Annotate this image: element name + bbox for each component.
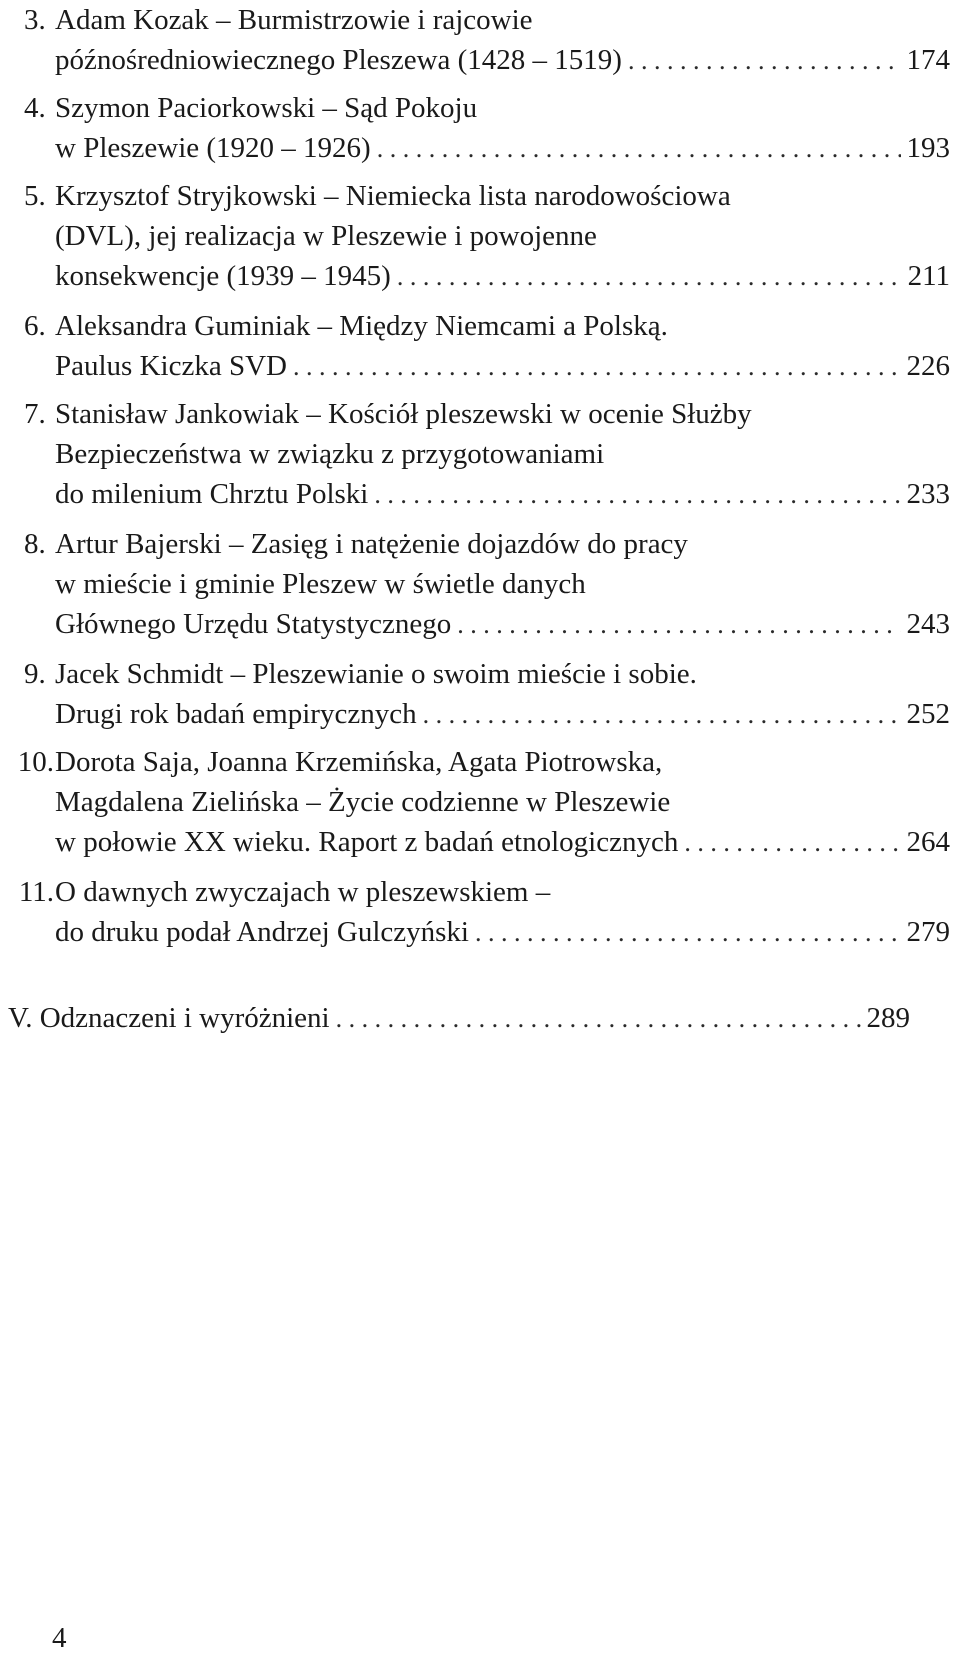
toc-entry[interactable] — [0, 394, 960, 514]
entry-number: 10. — [17, 746, 54, 778]
entry-page-number: 193 — [906, 132, 950, 164]
dot-leader — [628, 40, 901, 81]
page-number: 4 — [52, 1622, 67, 1654]
toc-entry[interactable] — [0, 872, 960, 952]
entry-number: 11. — [18, 876, 54, 908]
dot-leader — [397, 256, 902, 297]
dot-leader — [377, 128, 901, 169]
entry-title-line: Głównego Urzędu Statystycznego — [55, 608, 452, 640]
entry-title-line: Bezpieczeństwa w związku z przygotowaniami — [55, 438, 605, 470]
dot-leader — [475, 912, 901, 953]
dot-leader — [374, 474, 900, 515]
entry-page-number: 211 — [907, 260, 950, 292]
entry-title-line: w połowie XX wieku. Raport z badań etnologicznych — [55, 826, 679, 858]
entry-number: 6. — [24, 310, 46, 342]
entry-page-number: 264 — [906, 826, 950, 858]
entry-title-line: (DVL), jej realizacja w Pleszewie i powojenne — [55, 220, 597, 252]
dot-leader — [293, 346, 901, 387]
entry-title-line: Aleksandra Guminiak – Między Niemcami a Polską. — [55, 310, 668, 342]
entry-title-line: konsekwencje (1939 – 1945) — [55, 260, 391, 292]
toc-entry[interactable] — [0, 306, 960, 386]
dot-leader — [423, 694, 901, 735]
section-page-number: 289 — [866, 1002, 910, 1034]
dot-leader — [457, 604, 900, 645]
dot-leader — [684, 822, 900, 863]
entry-title-line: Jacek Schmidt – Pleszewianie o swoim mieście i sobie. — [55, 658, 697, 690]
entry-title-line: do druku podał Andrzej Gulczyński — [55, 916, 469, 948]
entry-title-line: w Pleszewie (1920 – 1926) — [55, 132, 371, 164]
toc-entry[interactable] — [0, 742, 960, 862]
entry-title-line: Szymon Paciorkowski – Sąd Pokoju — [55, 92, 478, 124]
dot-leader — [336, 998, 861, 1039]
entry-number: 3. — [24, 4, 46, 36]
entry-title-line: Artur Bajerski – Zasięg i natężenie dojazdów do pracy — [55, 528, 688, 560]
entry-number: 8. — [24, 528, 46, 560]
entry-page-number: 279 — [906, 916, 950, 948]
entry-title-line: w mieście i gminie Pleszew w świetle danych — [55, 568, 586, 600]
entry-number: 7. — [24, 398, 46, 430]
toc-entry[interactable] — [0, 654, 960, 734]
section-title: V. Odznaczeni i wyróżnieni — [8, 1002, 330, 1034]
entry-title-line: Paulus Kiczka SVD — [55, 350, 287, 382]
entry-title-line: O dawnych zwyczajach w pleszewskiem – — [55, 876, 551, 908]
entry-title-line: Stanisław Jankowiak – Kościół pleszewski w ocenie Służby — [55, 398, 752, 430]
entry-title-line: Adam Kozak – Burmistrzowie i rajcowie — [55, 4, 533, 36]
entry-number: 9. — [24, 658, 46, 690]
toc-entry[interactable] — [0, 176, 960, 296]
toc-entry[interactable] — [0, 524, 960, 644]
entry-title-line: Drugi rok badań empirycznych — [55, 698, 417, 730]
entry-number: 5. — [24, 180, 46, 212]
entry-page-number: 252 — [906, 698, 950, 730]
entry-number: 4. — [24, 92, 46, 124]
toc-section-entry[interactable] — [0, 998, 960, 1038]
entry-title-line: Dorota Saja, Joanna Krzemińska, Agata Piotrowska, — [55, 746, 663, 778]
entry-title-line: Magdalena Zielińska – Życie codzienne w Pleszewie — [55, 786, 671, 818]
entry-title-line: późnośredniowiecznego Pleszewa (1428 – 1519) — [55, 44, 622, 76]
entry-page-number: 174 — [906, 44, 950, 76]
entry-title-line: Krzysztof Stryjkowski – Niemiecka lista narodowościowa — [55, 180, 731, 212]
entry-page-number: 243 — [906, 608, 950, 640]
entry-title-line: do milenium Chrztu Polski — [55, 478, 369, 510]
toc-entry[interactable] — [0, 88, 960, 168]
entry-page-number: 226 — [906, 350, 950, 382]
toc-entry[interactable] — [0, 0, 960, 80]
entry-page-number: 233 — [906, 478, 950, 510]
